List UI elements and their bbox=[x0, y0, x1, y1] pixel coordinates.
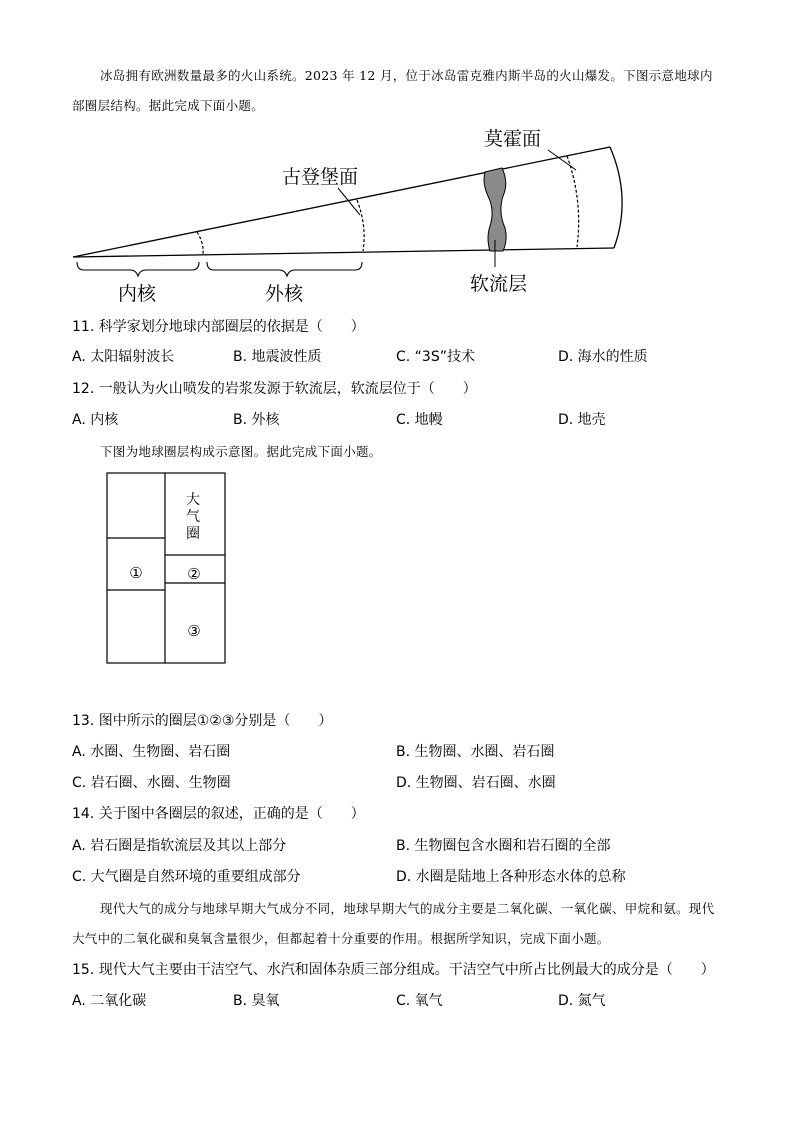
question-13-option-a[interactable]: A. 水圈、生物圈、岩石圈 bbox=[72, 744, 231, 760]
question-14-option-a[interactable]: A. 岩石圈是指软流层及其以上部分 bbox=[72, 838, 287, 854]
atmosphere-char-3: 圈 bbox=[186, 526, 200, 542]
intro-paragraph-2: 下图为地球圈层构成示意图。据此完成下面小题。 bbox=[100, 444, 382, 459]
outer-core-label: 外核 bbox=[265, 283, 304, 305]
question-12-stem: 12. 一般认为火山喷发的岩浆发源于软流层，软流层位于（ ） bbox=[72, 381, 477, 397]
question-12-option-a[interactable]: A. 内核 bbox=[72, 412, 119, 428]
question-11-option-c[interactable]: C. “3S”技术 bbox=[396, 349, 475, 365]
question-15-stem: 15. 现代大气主要由干洁空气、水汽和固体杂质三部分组成。干洁空气中所占比例最大的成分是（ ） bbox=[72, 962, 715, 978]
question-15-option-d[interactable]: D. 氮气 bbox=[558, 993, 606, 1009]
question-13-stem: 13. 图中所示的圈层①②③分别是（ ） bbox=[72, 713, 333, 729]
moho-label: 莫霍面 bbox=[484, 128, 542, 150]
sphere-mark-3: ③ bbox=[187, 622, 201, 640]
question-13-option-b[interactable]: B. 生物圈、水圈、岩石圈 bbox=[396, 744, 555, 760]
question-14-option-b[interactable]: B. 生物圈包含水圈和岩石圈的全部 bbox=[396, 838, 611, 854]
sphere-mark-2: ② bbox=[187, 565, 201, 583]
question-15-option-a[interactable]: A. 二氧化碳 bbox=[72, 993, 147, 1009]
question-11-option-b[interactable]: B. 地震波性质 bbox=[233, 349, 322, 365]
question-11-option-a[interactable]: A. 太阳辐射波长 bbox=[72, 349, 175, 365]
question-12-option-b[interactable]: B. 外核 bbox=[233, 412, 280, 428]
question-13-option-c[interactable]: C. 岩石圈、水圈、生物圈 bbox=[72, 775, 231, 791]
intro-paragraph-1: 冰岛拥有欧洲数量最多的火山系统。2023 年 12 月，位于冰岛雷克雅内斯半岛的火山爆发。下图示意地球内部圈层结构。据此完成下面小题。 bbox=[72, 68, 713, 113]
inner-core-label: 内核 bbox=[118, 283, 157, 305]
question-14-stem: 14. 关于图中各圈层的叙述，正确的是（ ） bbox=[72, 806, 365, 822]
question-14-option-c[interactable]: C. 大气圈是自然环境的重要组成部分 bbox=[72, 869, 301, 885]
intro-paragraph-3: 现代大气的成分与地球早期大气成分不同，地球早期大气的成分主要是二氧化碳、一氧化碳、甲烷和氨。现代大气中的二氧化碳和臭氧含量很少，但都起着十分重要的作用。根据所学知识，完成下面小题。 bbox=[72, 901, 715, 946]
question-14-option-d[interactable]: D. 水圈是陆地上各种形态水体的总称 bbox=[396, 869, 626, 885]
question-13-option-d[interactable]: D. 生物圈、岩石圈、水圈 bbox=[396, 775, 556, 791]
sphere-mark-1: ① bbox=[129, 564, 143, 582]
question-12-option-c[interactable]: C. 地幔 bbox=[396, 412, 443, 428]
question-12-option-d[interactable]: D. 地壳 bbox=[558, 412, 606, 428]
atmosphere-char-1: 大 bbox=[186, 492, 200, 508]
question-15-option-b[interactable]: B. 臭氧 bbox=[233, 993, 280, 1009]
question-15-option-c[interactable]: C. 氧气 bbox=[396, 993, 443, 1009]
asthenosphere-label: 软流层 bbox=[470, 273, 528, 295]
atmosphere-char-2: 气 bbox=[186, 509, 200, 525]
question-11-stem: 11. 科学家划分地球内部圈层的依据是（ ） bbox=[72, 319, 365, 335]
gutenberg-label: 古登堡面 bbox=[282, 166, 359, 188]
question-11-option-d[interactable]: D. 海水的性质 bbox=[558, 349, 648, 365]
